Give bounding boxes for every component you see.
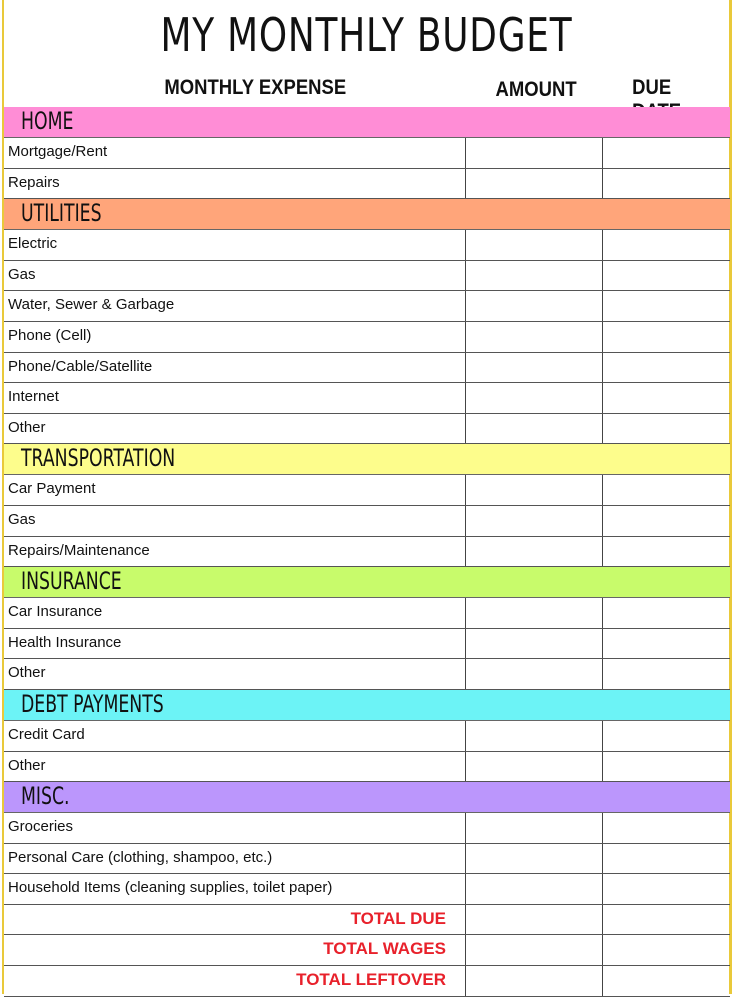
due-date-cell[interactable] (601, 629, 730, 659)
expense-row (4, 874, 730, 905)
expense-label: Phone (Cell) (8, 326, 92, 344)
expense-row (4, 721, 730, 752)
expense-row (4, 414, 730, 445)
expense-row (4, 261, 730, 292)
expense-label: Groceries (8, 818, 74, 836)
amount-cell[interactable] (465, 905, 603, 935)
expense-row (4, 322, 730, 353)
due-date-cell[interactable] (601, 322, 730, 352)
due-date-cell[interactable] (601, 353, 730, 383)
expense-label: Other (8, 756, 46, 774)
expense-row (4, 844, 730, 875)
total-label: TOTAL LEFTOVER (296, 970, 446, 990)
category-label: DEBT PAYMENTS (21, 689, 164, 718)
expense-label: Electric (8, 235, 58, 253)
category-label: MISC. (21, 782, 70, 811)
expense-row (4, 813, 730, 844)
budget-table (4, 107, 730, 997)
expense-label: Health Insurance (8, 633, 122, 651)
expense-label: Other (8, 664, 46, 682)
due-date-cell[interactable] (601, 506, 730, 536)
expense-row (4, 598, 730, 629)
due-date-cell[interactable] (601, 598, 730, 628)
expense-label: Repairs/Maintenance (8, 541, 150, 559)
due-date-cell[interactable] (601, 813, 730, 843)
category-header (4, 199, 730, 230)
expense-row (4, 138, 730, 169)
expense-row (4, 291, 730, 322)
amount-cell[interactable] (465, 721, 603, 751)
expense-row (4, 475, 730, 506)
amount-cell[interactable] (465, 813, 603, 843)
due-date-cell[interactable] (601, 414, 730, 444)
due-date-cell[interactable] (601, 935, 730, 965)
category-label: UTILITIES (21, 199, 102, 228)
expense-row (4, 629, 730, 660)
amount-cell[interactable] (465, 844, 603, 874)
amount-cell[interactable] (465, 322, 603, 352)
total-row (4, 905, 730, 936)
expense-row (4, 659, 730, 690)
amount-cell[interactable] (465, 230, 603, 260)
total-row (4, 966, 730, 997)
category-header (4, 567, 730, 598)
amount-cell[interactable] (465, 291, 603, 321)
expense-label: Mortgage/Rent (8, 143, 108, 160)
amount-cell[interactable] (465, 537, 603, 567)
category-header (4, 107, 730, 138)
due-date-cell[interactable] (601, 844, 730, 874)
expense-row (4, 537, 730, 568)
amount-cell[interactable] (465, 935, 603, 965)
due-date-cell[interactable] (601, 261, 730, 291)
expense-label: Car Insurance (8, 603, 103, 621)
due-date-cell[interactable] (601, 874, 730, 904)
amount-cell[interactable] (465, 383, 603, 413)
expense-row (4, 353, 730, 384)
expense-row (4, 506, 730, 537)
expense-label: Household Items (cleaning supplies, toilet paper) (8, 879, 333, 897)
amount-cell[interactable] (465, 261, 603, 291)
category-header (4, 690, 730, 721)
amount-cell[interactable] (465, 874, 603, 904)
budget-sheet (2, 0, 732, 994)
expense-row (4, 230, 730, 261)
expense-row (4, 752, 730, 783)
amount-cell[interactable] (465, 475, 603, 505)
category-label: INSURANCE (21, 567, 122, 596)
page-title: MY MONTHLY BUDGET (160, 8, 573, 62)
amount-cell[interactable] (465, 353, 603, 383)
amount-cell[interactable] (465, 506, 603, 536)
amount-cell[interactable] (465, 598, 603, 628)
due-date-cell[interactable] (601, 659, 730, 689)
expense-label: Gas (8, 510, 36, 528)
category-label: TRANSPORTATION (21, 444, 176, 473)
due-date-cell[interactable] (601, 475, 730, 505)
due-date-cell[interactable] (601, 905, 730, 935)
total-row (4, 935, 730, 966)
expense-label: Phone/Cable/Satellite (8, 357, 153, 375)
expense-label: Water, Sewer & Garbage (8, 296, 175, 314)
due-date-cell[interactable] (601, 169, 730, 199)
total-label: TOTAL WAGES (323, 939, 446, 959)
amount-cell[interactable] (465, 169, 603, 199)
due-date-cell[interactable] (601, 138, 730, 168)
expense-label: Car Payment (8, 480, 96, 498)
amount-cell[interactable] (465, 629, 603, 659)
expense-label: Repairs (8, 173, 60, 191)
amount-cell[interactable] (465, 659, 603, 689)
due-date-cell[interactable] (601, 230, 730, 260)
expense-label: Credit Card (8, 725, 85, 743)
expense-label: Internet (8, 388, 59, 406)
due-date-cell[interactable] (601, 537, 730, 567)
amount-cell[interactable] (465, 966, 603, 996)
expense-row (4, 169, 730, 200)
category-header (4, 444, 730, 475)
expense-label: Other (8, 418, 46, 436)
expense-label: Gas (8, 265, 36, 283)
category-header (4, 782, 730, 813)
due-date-cell[interactable] (601, 291, 730, 321)
amount-cell[interactable] (465, 752, 603, 782)
column-header-due-date: DUE (632, 76, 672, 99)
due-date-cell[interactable] (601, 752, 730, 782)
due-date-cell[interactable] (601, 721, 730, 751)
due-date-cell[interactable] (601, 383, 730, 413)
amount-cell[interactable] (465, 414, 603, 444)
category-label: HOME (21, 107, 74, 135)
amount-cell[interactable] (465, 138, 603, 168)
expense-row (4, 383, 730, 414)
column-header-expense: MONTHLY EXPENSE (164, 76, 347, 99)
due-date-cell[interactable] (601, 966, 730, 996)
expense-label: Personal Care (clothing, shampoo, etc.) (8, 848, 273, 866)
column-header-amount: AMOUNT (495, 78, 577, 101)
total-label: TOTAL DUE (350, 908, 446, 928)
